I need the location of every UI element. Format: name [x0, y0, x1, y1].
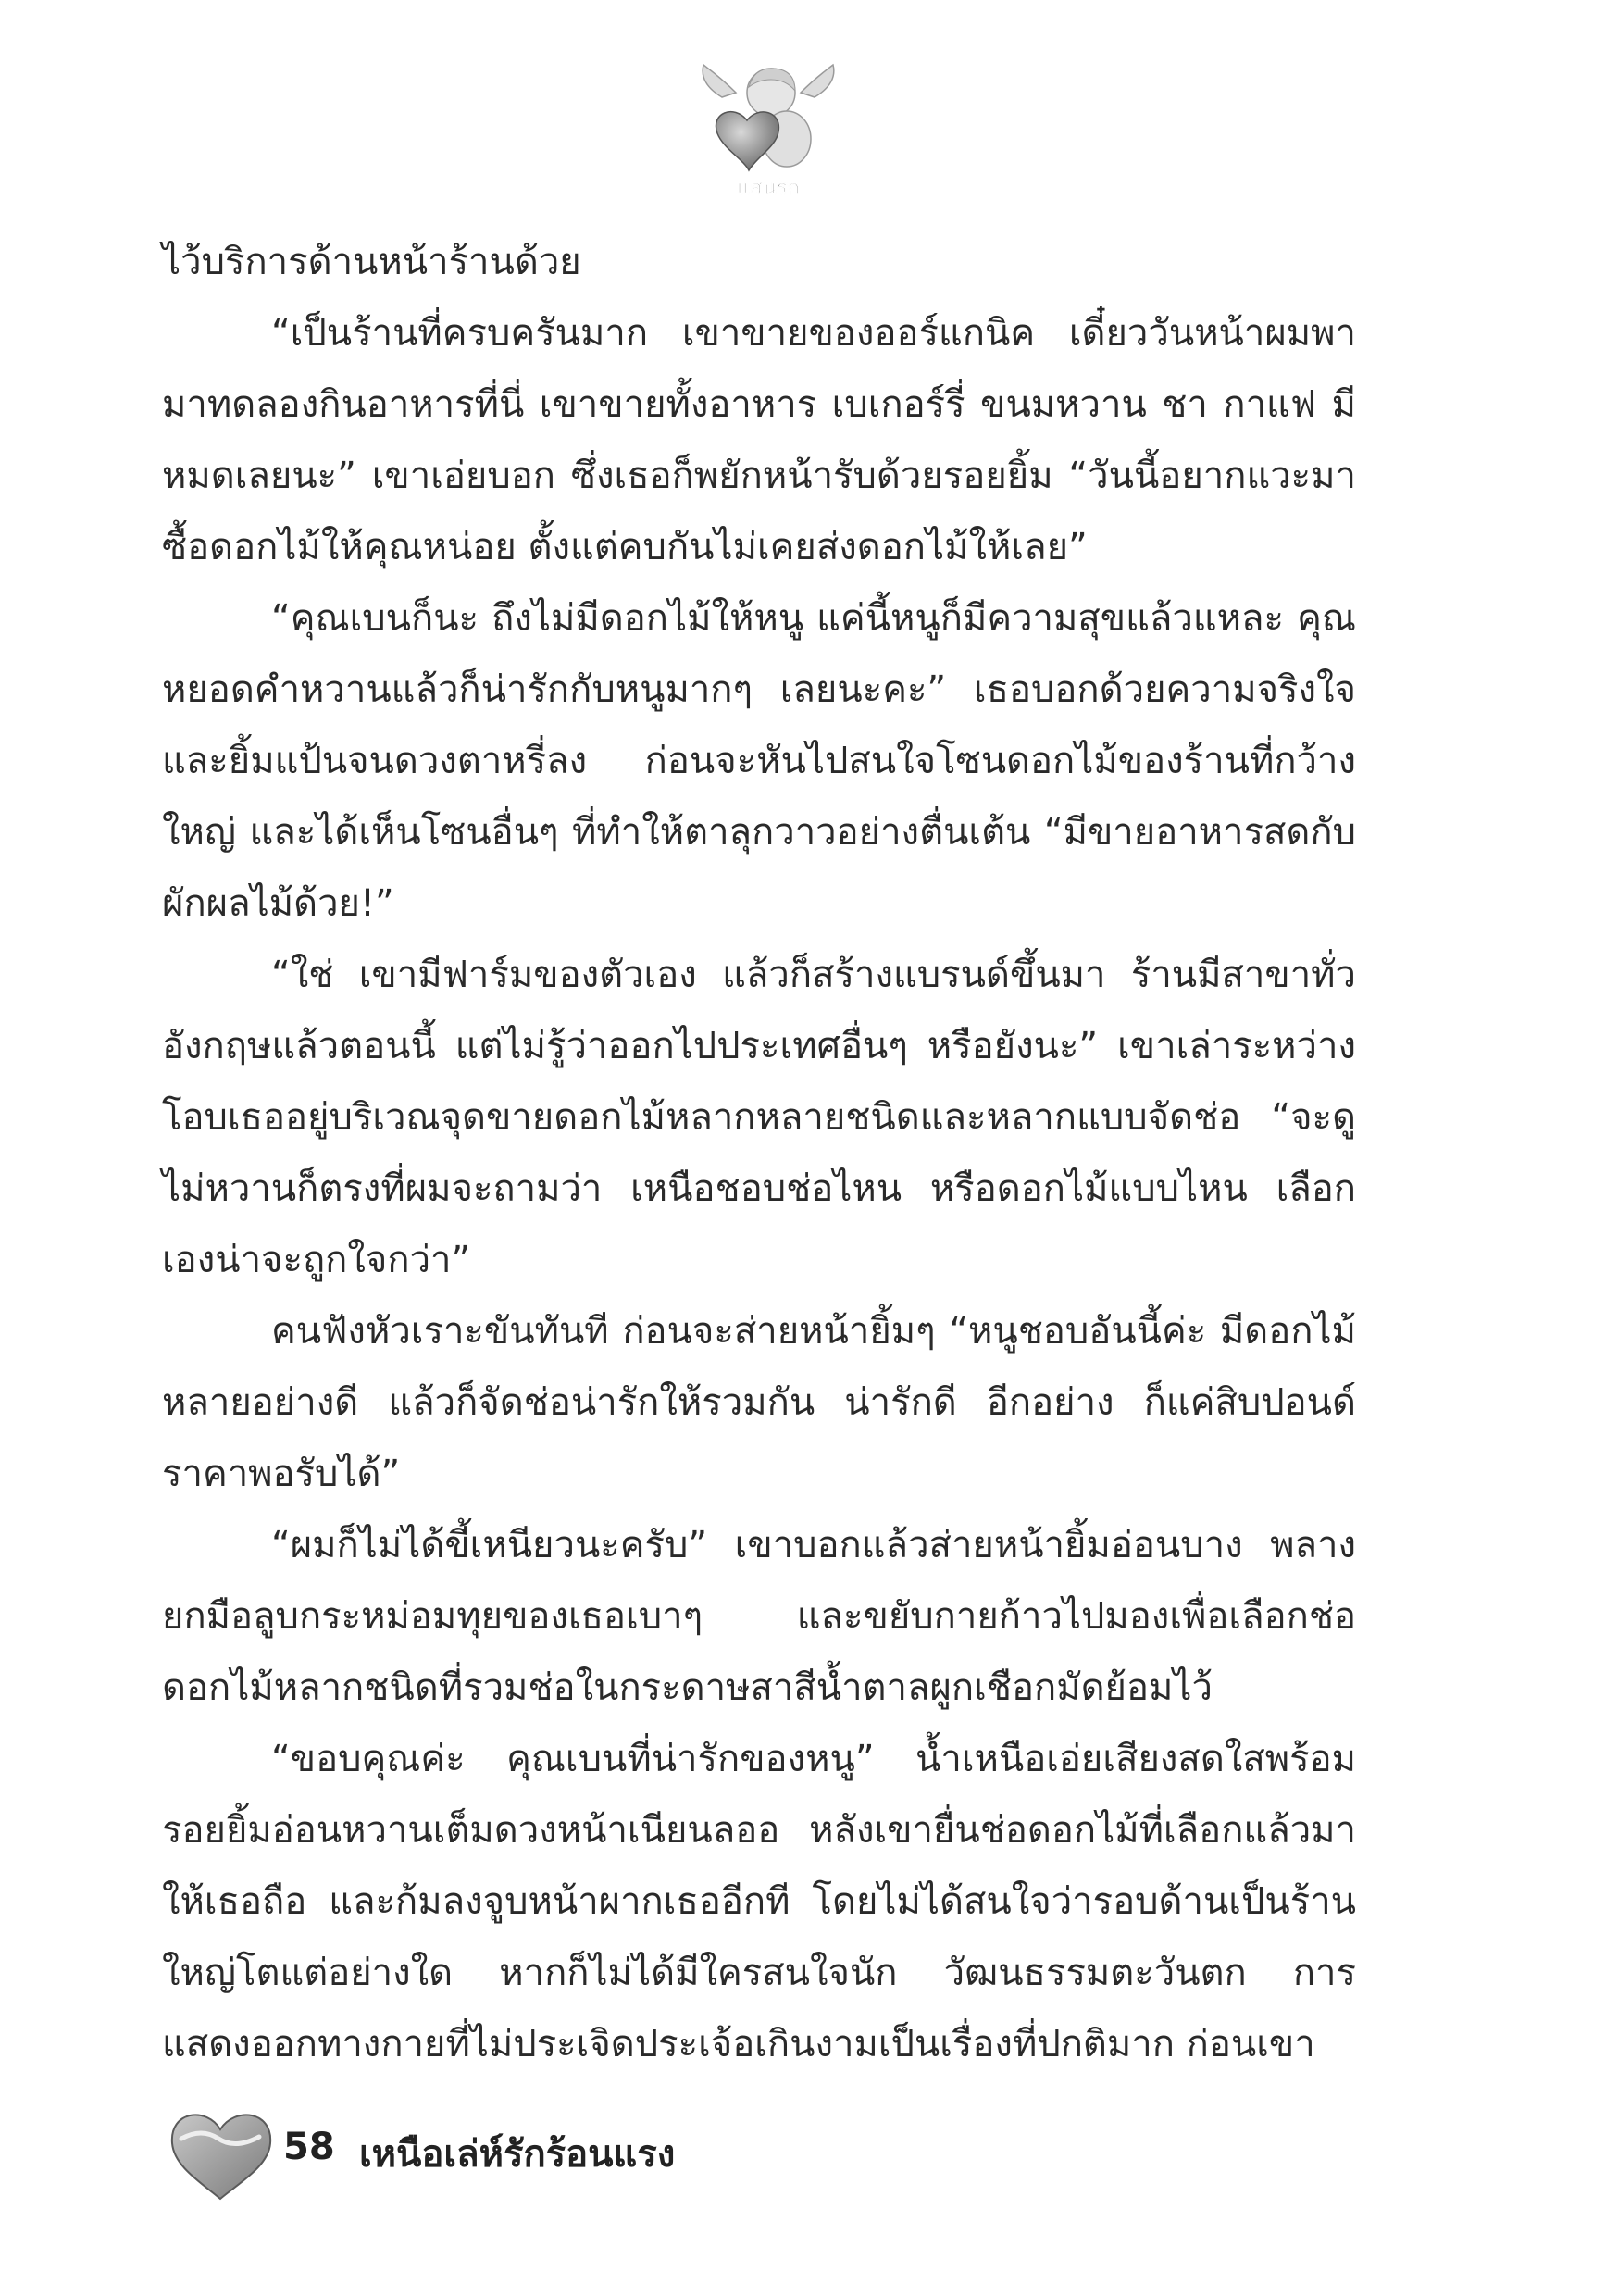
page-footer [165, 2102, 998, 2203]
paragraph: “คุณเบนก็นะ ถึงไม่มีดอกไม้ให้หนู แค่นี้หนูก็มีความสุขแล้วแหละ คุณหยอดคำหวานแล้วก็น่ารักกับหนูมากๆ เลยนะคะ” เธอบอกด้วยความจริงใจและยิ้มแป้นจนดวงตาหรี่ลง ก่อนจะหันไปสนใจโซนดอกไม้ของร้านที่กว้างใหญ่ และได้เห็นโซนอื่นๆ ที่ทำให้ตาลุกวาวอย่างตื่นเต้น “มีขายอาหารสดกับผักผลไม้ด้วย!” [162, 597, 1356, 925]
publisher-logo [690, 56, 847, 204]
paragraph: “เป็นร้านที่ครบครันมาก เขาขายของออร์แกนิค เดี๋ยววันหน้าผมพามาทดลองกินอาหารที่นี่ เขาขายทั้งอาหาร เบเกอร์รี่ ขนมหวาน ชา กาแฟ มีหมดเลยนะ” เขาเอ่ยบอก ซึ่งเธอก็พยักหน้ารับด้วยรอยยิ้ม “วันนี้อยากแวะมาซื้อดอกไม้ให้คุณหน่อย ตั้งแต่คบกันไม่เคยส่งดอกไม้ให้เลย” [162, 312, 1356, 568]
paragraph: “ผมก็ไม่ได้ขี้เหนียวนะครับ” เขาบอกแล้วส่ายหน้ายิ้มอ่อนบาง พลางยกมือลูบกระหม่อมทุยของเธอเบาๆ และขยับกายก้าวไปมองเพื่อเลือกช่อดอกไม้หลากชนิดที่รวมช่อในกระดาษสาสีน้ำตาลผูกเชือกมัดย้อมไว้ [162, 1524, 1356, 1709]
logo-text: แสนรัก [737, 177, 800, 200]
paragraph: ไว้บริการด้านหน้าร้านด้วย [162, 241, 581, 283]
paragraph: “ขอบคุณค่ะ คุณเบนที่น่ารักของหนู” น้ำเหนือเอ่ยเสียงสดใสพร้อมรอยยิ้มอ่อนหวานเต็มดวงหน้าเนียนลออ หลังเขายื่นช่อดอกไม้ที่เลือกแล้วมาให้เธอถือ และก้มลงจูบหน้าผากเธออีกที โดยไม่ได้สนใจว่ารอบด้านเป็นร้านใหญ่โตแต่อย่างใด หากก็ไม่ได้มีใครสนใจนัก วัฒนธรรมตะวันตก การแสดงออกทางกายที่ไม่ประเจิดประเจ้อเกินงามเป็นเรื่องที่ปกติมาก ก่อนเขา [162, 1738, 1356, 2065]
heart-icon [165, 2102, 276, 2203]
book-title: เหนือเล่ห์รักร้อนแรง [359, 2133, 676, 2176]
body-text [162, 227, 1356, 2080]
paragraph: คนฟังหัวเราะขันทันที ก่อนจะส่ายหน้ายิ้มๆ “หนูชอบอันนี้ค่ะ มีดอกไม้หลายอย่างดี แล้วก็จัดช่อน่ารักให้รวมกัน น่ารักดี อีกอย่าง ก็แค่สิบปอนด์ ราคาพอรับได้” [162, 1310, 1356, 1495]
paragraph: “ใช่ เขามีฟาร์มของตัวเอง แล้วก็สร้างแบรนด์ขึ้นมา ร้านมีสาขาทั่วอังกฤษแล้วตอนนี้ แต่ไม่รู้ว่าออกไปประเทศอื่นๆ หรือยังนะ” เขาเล่าระหว่างโอบเธออยู่บริเวณจุดขายดอกไม้หลากหลายชนิดและหลากแบบจัดช่อ “จะดูไม่หวานก็ตรงที่ผมจะถามว่า เหนือชอบช่อไหน หรือดอกไม้แบบไหน เลือกเองน่าจะถูกใจกว่า” [162, 954, 1356, 1281]
cupid-heart-icon [690, 56, 847, 204]
page-number: 58 [283, 2126, 335, 2168]
